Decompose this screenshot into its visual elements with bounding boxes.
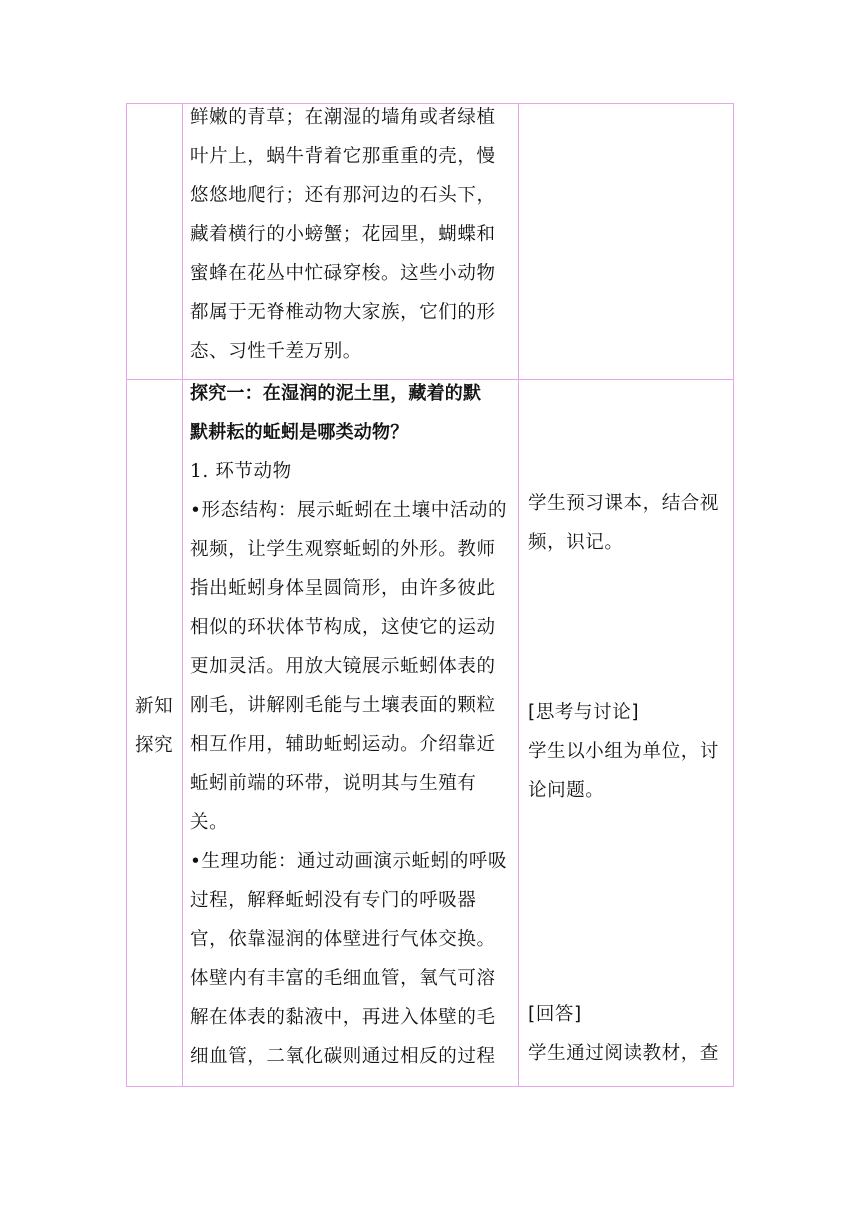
activity-line: 论问题。 (528, 780, 605, 801)
body-line: 细血管，二氧化碳则通过相反的过程 (190, 1046, 496, 1067)
body-line: 刚毛，讲解刚毛能与土壤表面的颗粒 (190, 695, 496, 716)
activity-line: 学生以小组为单位，讨 (528, 741, 720, 762)
inquiry-heading: 探究一：在湿润的泥土里，藏着的默 (190, 383, 482, 404)
row1-line: 叶片上，蜗牛背着它那重重的壳，慢 (190, 146, 496, 167)
activity-line: 学生通过阅读教材，查 (528, 1043, 720, 1064)
inquiry-heading: 默耕耘的蚯蚓是哪类动物？ (190, 422, 409, 443)
subheading: 1. 环节动物 (190, 461, 292, 482)
body-line: 指出蚯蚓身体呈圆筒形，由许多彼此 (190, 578, 496, 599)
row1-line: 鲜嫩的青草；在潮湿的墙角或者绿植 (190, 107, 496, 128)
table-border-right (733, 103, 734, 1087)
row1-line: 蜜蜂在花丛中忙碌穿梭。这些小动物 (190, 263, 496, 284)
section-label-line: 探究 (135, 735, 174, 756)
body-line: 解在体表的黏液中，再进入体壁的毛 (190, 1007, 496, 1028)
body-line: 相互作用，辅助蚯蚓运动。介绍靠近 (190, 734, 496, 755)
body-line: 相似的环状体节构成，这使它的运动 (190, 617, 496, 638)
table-border-left (126, 103, 127, 1087)
table-column-divider-2 (518, 103, 519, 1087)
body-line: •形态结构：展示蚯蚓在土壤中活动的 (190, 500, 508, 521)
body-line: 蚯蚓前端的环带，说明其与生殖有 (190, 773, 477, 794)
table-border-bottom (126, 1086, 734, 1087)
row1-line: 悠悠地爬行；还有那河边的石头下， (190, 185, 496, 206)
body-line: 过程，解释蚯蚓没有专门的呼吸器 (190, 890, 477, 911)
body-line: 视频，让学生观察蚯蚓的外形。教师 (190, 539, 496, 560)
section-label-line: 新知 (135, 696, 174, 717)
activity-line: 频，识记。 (528, 532, 624, 553)
body-line: •生理功能：通过动画演示蚯蚓的呼吸 (190, 851, 508, 872)
body-line: 体壁内有丰富的毛细血管，氧气可溶 (190, 968, 496, 989)
row1-line: 都属于无脊椎动物大家族，它们的形 (190, 302, 496, 323)
discussion-header: [思考与讨论] (528, 702, 640, 723)
table-column-divider-1 (182, 103, 183, 1087)
body-line: 关。 (190, 812, 229, 833)
activity-line: 学生预习课本，结合视 (528, 493, 720, 514)
body-line: 官，依靠湿润的体壁进行气体交换。 (190, 929, 496, 950)
body-line: 更加灵活。用放大镜展示蚯蚓体表的 (190, 656, 496, 677)
row1-line: 藏着横行的小螃蟹；花园里，蝴蝶和 (190, 224, 496, 245)
answer-header: [回答] (528, 1004, 582, 1025)
row1-line: 态、习性千差万别。 (190, 341, 362, 362)
